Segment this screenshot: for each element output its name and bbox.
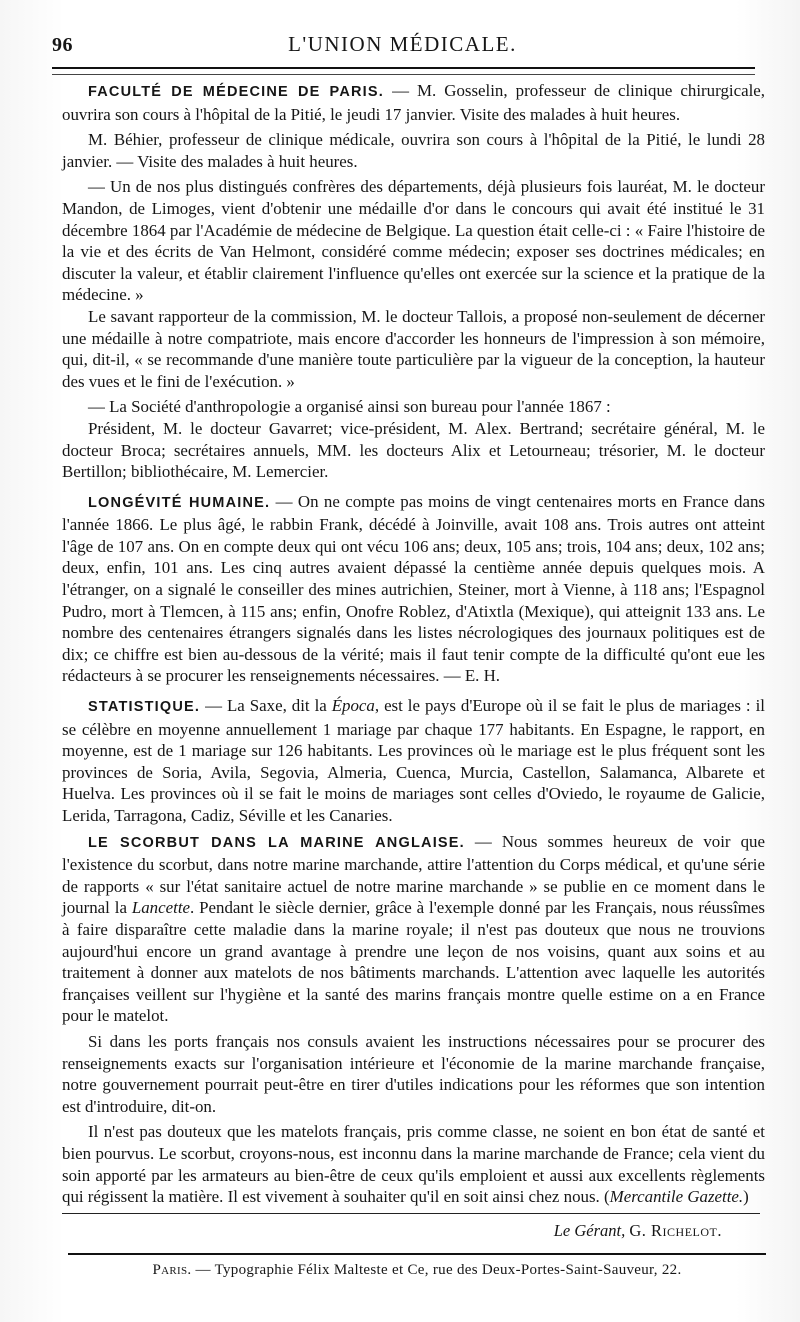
section-heading-longevite: LONGÉVITÉ HUMAINE. [88,494,271,511]
section-faculte-text-1: — M. Gosselin, professeur de clinique chirurgicale, ouvrira son cours à l'hôpital de la Pitié, le jeudi 17 janvier. Visite des malades à huit heures. [62,81,765,124]
section-scorbut-p3-text: Il n'est pas douteux que les matelots français, pris comme classe, ne soient en bon état de santé et bien pourvus. Le scorbut, croyons-nous, est inconnu dans la marine marchande de France; cela vient du soin apporté par les armateurs au bien-être de ceux qu'ils emploient et aussi aux excellents règlements qui régissent la matière. Il est vivement à souhaiter qu'il en soit ainsi chez nous. ( [62,1122,765,1207]
section-scorbut-p3 [62,1121,765,1207]
signature-name: G. Richelot. [629,1221,722,1240]
section-statistique-text: , est le pays d'Europe où il se fait le plus de mariages : il se célèbre en moyenne annuellement 1 mariage par chaque 177 habitants. En Espagne, le rapport, en moyenne, est de 1 mariage sur 126 habitants. Les provinces où le mariage est le plus fréquent sont les provinces de Soria, Avila, Segovia, Almeria, Cuenca, Murcia, Castellon, Salamanca, Albarete et Huelva. Les provinces où il se fait le moins de mariages sont celles d'Oviedo, le royaume de Galicie, Lerida, Tarragona, Cadiz, Séville et les Canaries. [62,696,765,825]
header-rule [52,67,755,69]
section-faculte-p5: — La Société d'anthropologie a organisé ainsi son bureau pour l'année 1867 : [88,397,611,417]
section-longevite [62,491,765,687]
section-scorbut-p3-close: ) [743,1187,749,1207]
printer-imprint [68,1262,766,1279]
footer-rule [68,1253,766,1255]
section-faculte-p3: — Un de nos plus distingués confrères des départements, déjà plusieurs fois lauréat, M. le docteur Mandon, de Limoges, vient d'obtenir une médaille d'or dans le concours qui avait été institué le 31 décembre 1864 par l'Académie de médecine de Belgique. La question était celle-ci : « Faire l'histoire de la vie et des écrits de Van Helmont, considéré comme médecin; exposer ses doctrines médicales; en discuter la valeur, et établir clairement l'influence qu'elles ont exercée sur la science et la pratique de la médecine. » [62,177,765,305]
section-statistique-lead: — La Saxe, dit la [205,696,332,716]
journal-title: L'UNION MÉDICALE. [288,32,517,56]
section-heading-scorbut: LE SCORBUT DANS LA MARINE ANGLAISE. [88,834,465,851]
imprint-text: — Typographie Félix Malteste et Ce, rue des Deux-Portes-Saint-Sauveur, 22. [195,1262,682,1278]
page-header [50,30,755,64]
section-scorbut-p1 [62,831,765,1027]
section-faculte-p2: M. Béhier, professeur de clinique médicale, ouvrira son cours à l'hôpital de la Pitié, le lundi 28 janvier. — Visite des malades à huit heures. [62,130,765,171]
signature [460,1221,722,1241]
header-rule-thin [52,74,755,75]
section-faculte-p4: Le savant rapporteur de la commission, M. le docteur Tallois, a proposé non-seulement de décerner une médaille à notre compatriote, mais encore d'accorder les honneurs de l'impression à son mémoire, qui, dit-il, « se recommande d'une manière toute particulière par la vigueur de la conception, la hauteur des vues et le fini de l'exécution. » [62,306,765,391]
section-heading-statistique: STATISTIQUE. [88,699,201,716]
section-scorbut-text-b: . Pendant le siècle dernier, grâce à l'exemple donné par les Français, nous réussîmes à faire disparaître cette maladie dans la marine royale; il n'est pas douteux que nous ne trouvions aujourd'hui encore un grand avantage à prendre une leçon de nos voisins, quant aux soins et au traitement à donner aux matelots de nos bâtiments marchands. L'attention avec laquelle les autorités françaises veillent sur l'hygiène et la santé des marins français montre quelle estime on a en France pour le matelot. [62,898,765,1026]
section-statistique-source: Época [331,696,375,716]
section-scorbut-journal: Lancette [131,898,191,918]
section-scorbut-source: Mercantile Gazette. [609,1187,744,1207]
section-heading-faculte: FACULTÉ DE MÉDECINE DE PARIS. [88,84,385,100]
section-longevite-text: — On ne compte pas moins de vingt centenaires morts en France dans l'année 1866. Le plus âgé, le rabbin Frank, décédé à Joinville, avait 108 ans. Trois autres ont atteint l'âge de 107 ans. On en compte deux qui ont vécu 106 ans; deux, 105 ans; trois, 104 ans; deux, 102 ans; deux, enfin, 101 ans. Les cinq autres avaient dépassé la centième année depuis quelques mois. A l'étranger, on a signalé le conseiller des mines autrichien, Steiner, mort à Vienne, à 118 ans; l'Espagnol Pudro, mort à Tlemcen, à 115 ans; enfin, Onofre Roblez, d'Atixtla (Mexique), qui atteignit 133 ans. Le nombre des centenaires étrangers signalés dans les listes nécrologiques des journaux politiques est de dix; ce chiffre est bien au-dessous de la vérité; mais il faut tenir compte de la difficulté qu'ont eue les rédacteurs à se procurer les renseignements nécessaires. — E. H. [62,491,765,686]
article-body [62,80,765,1208]
section-scorbut-p2: Si dans les ports français nos consuls avaient les instructions nécessaires pour se procurer des renseignements exacts sur l'organisation intérieure et l'économie de la marine marchande française, notre gouvernement pourrait peut-être en tirer d'utiles indications pour les réformes que son intention est d'introduire, dit-on. [62,1031,765,1116]
signature-label: Le Gérant, [553,1221,626,1240]
page-number: 96 [52,34,73,56]
closing-rule [62,1213,760,1214]
section-faculte-p1 [62,80,765,125]
section-statistique [62,695,765,827]
section-faculte-p6: Président, M. le docteur Gavarret; vice-président, M. Alex. Bertrand; secrétaire général, M. le docteur Broca; secrétaires annuels, MM. les docteurs Alix et Letourneau; trésorier, M. le docteur Bertillon; bibliothécaire, M. Lemercier. [62,418,765,482]
imprint-city: Paris. [152,1262,192,1278]
section-scorbut-text-a: — Nous sommes heureux de voir que l'existence du scorbut, dans notre marine marchande, attire l'attention du Corps médical, et qu'une série de rapports « sur l'état sanitaire actuel de notre marine marchande » se publie en ce moment dans le journal la [62,831,765,918]
